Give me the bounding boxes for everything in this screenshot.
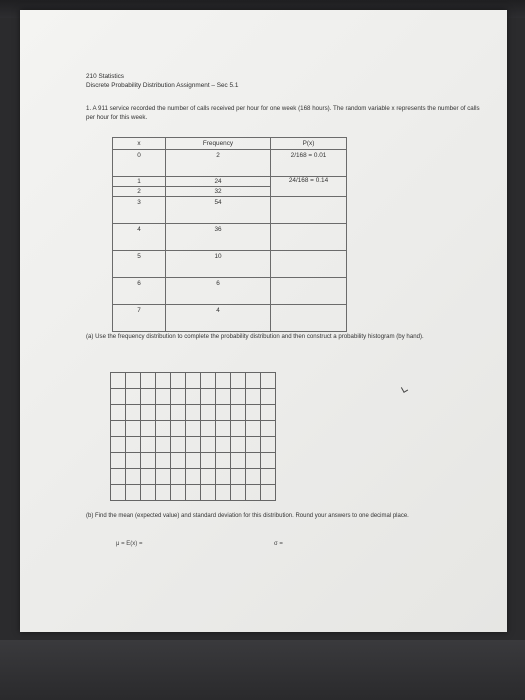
cell-px (271, 251, 347, 278)
grid-cell (156, 485, 171, 501)
grid-cell (171, 389, 186, 405)
grid-cell (231, 437, 246, 453)
grid-cell (261, 373, 276, 389)
cell-frequency: 6 (166, 278, 271, 305)
grid-cell (111, 405, 126, 421)
grid-cell (216, 421, 231, 437)
header-frequency: Frequency (166, 138, 271, 150)
cell-frequency: 24 (166, 177, 271, 187)
table-row (113, 177, 347, 187)
grid-cell (246, 421, 261, 437)
grid-cell (171, 437, 186, 453)
grid-cell (216, 405, 231, 421)
grid-cell (201, 421, 216, 437)
cell-x: 4 (113, 224, 166, 251)
grid-cell (111, 469, 126, 485)
part-b-text: (b) Find the mean (expected value) and standard deviation for this distribution. Round your answers to one decimal place. (86, 513, 409, 519)
grid-cell (201, 485, 216, 501)
grid-cell (141, 469, 156, 485)
grid-cell (111, 453, 126, 469)
grid-cell (141, 421, 156, 437)
grid-cell (156, 421, 171, 437)
grid-cell (156, 437, 171, 453)
grid-cell (126, 485, 141, 501)
cell-x: 3 (113, 197, 166, 224)
grid-row (111, 421, 276, 437)
histogram-grid (110, 372, 276, 501)
grid-cell (216, 437, 231, 453)
cell-px (271, 278, 347, 305)
grid-cell (246, 469, 261, 485)
grid-cell (111, 437, 126, 453)
standard-deviation-label: σ = (274, 541, 283, 547)
grid-cell (111, 389, 126, 405)
grid-cell (261, 453, 276, 469)
table-header-row (113, 138, 347, 150)
grid-cell (186, 485, 201, 501)
grid-cell (216, 389, 231, 405)
grid-cell (261, 389, 276, 405)
grid-cell (261, 469, 276, 485)
cell-x: 5 (113, 251, 166, 278)
grid-cell (141, 485, 156, 501)
cell-px (271, 305, 347, 332)
cell-x: 7 (113, 305, 166, 332)
cell-frequency: 2 (166, 150, 271, 177)
grid-cell (231, 485, 246, 501)
grid-cell (201, 437, 216, 453)
cell-frequency: 36 (166, 224, 271, 251)
question-1-text: 1. A 911 service recorded the number of calls received per hour for one week (168 hours). The random variable x represents the number of calls per hour for this week. (86, 105, 480, 121)
worksheet-header (86, 72, 238, 90)
grid-cell (141, 405, 156, 421)
grid-cell (231, 373, 246, 389)
grid-cell (186, 437, 201, 453)
grid-cell (156, 453, 171, 469)
cell-x: 6 (113, 278, 166, 305)
grid-cell (201, 389, 216, 405)
cell-frequency: 10 (166, 251, 271, 278)
grid-cell (126, 405, 141, 421)
worksheet-paper (20, 10, 507, 632)
cell-x: 1 (113, 177, 166, 187)
grid-row (111, 469, 276, 485)
grid-cell (231, 389, 246, 405)
cell-px (271, 197, 347, 224)
grid-cell (246, 437, 261, 453)
desk-background-bottom (0, 640, 525, 700)
grid-cell (141, 389, 156, 405)
grid-cell (261, 405, 276, 421)
cell-px: 2/168 = 0.01 (271, 150, 347, 177)
grid-cell (261, 421, 276, 437)
grid-cell (201, 373, 216, 389)
grid-cell (126, 437, 141, 453)
assignment-title: Discrete Probability Distribution Assignment – Sec 5.1 (86, 82, 239, 89)
grid-cell (231, 453, 246, 469)
grid-cell (201, 405, 216, 421)
grid-cell (216, 453, 231, 469)
course-title: 210 Statistics (86, 73, 125, 80)
cell-x: 2 (113, 187, 166, 197)
grid-cell (246, 453, 261, 469)
grid-cell (201, 453, 216, 469)
grid-cell (171, 405, 186, 421)
part-a-text: (a) Use the frequency distribution to complete the probability distribution and then construct a probability histogram (by hand). (86, 333, 424, 340)
grid-cell (126, 373, 141, 389)
header-px: P(x) (271, 138, 347, 150)
grid-cell (171, 421, 186, 437)
grid-cell (216, 373, 231, 389)
grid-cell (216, 485, 231, 501)
grid-cell (171, 485, 186, 501)
grid-row (111, 405, 276, 421)
grid-cell (246, 405, 261, 421)
cell-frequency: 4 (166, 305, 271, 332)
grid-cell (246, 373, 261, 389)
grid-cell (126, 453, 141, 469)
grid-cell (231, 421, 246, 437)
grid-cell (156, 373, 171, 389)
grid-cell (246, 485, 261, 501)
grid-cell (156, 405, 171, 421)
grid-cell (126, 469, 141, 485)
table-row (113, 251, 347, 278)
grid-cell (186, 389, 201, 405)
grid-cell (201, 469, 216, 485)
table-row (113, 197, 347, 224)
grid-cell (246, 389, 261, 405)
cell-px (271, 224, 347, 251)
grid-cell (126, 421, 141, 437)
table-row (113, 224, 347, 251)
grid-row (111, 373, 276, 389)
pen-mark (401, 385, 408, 393)
grid-cell (231, 469, 246, 485)
grid-cell (186, 373, 201, 389)
grid-cell (141, 453, 156, 469)
grid-cell (126, 389, 141, 405)
grid-cell (111, 485, 126, 501)
grid-cell (156, 469, 171, 485)
grid-cell (186, 453, 201, 469)
grid-row (111, 437, 276, 453)
grid-cell (171, 453, 186, 469)
grid-cell (261, 485, 276, 501)
cell-frequency: 32 (166, 187, 271, 197)
grid-cell (171, 373, 186, 389)
grid-cell (231, 405, 246, 421)
grid-cell (111, 373, 126, 389)
grid-row (111, 485, 276, 501)
grid-row (111, 453, 276, 469)
grid-cell (216, 469, 231, 485)
table-row (113, 278, 347, 305)
grid-cell (141, 373, 156, 389)
grid-cell (141, 437, 156, 453)
grid-cell (156, 389, 171, 405)
frequency-table (112, 137, 347, 332)
grid-cell (186, 405, 201, 421)
grid-cell (111, 421, 126, 437)
grid-row (111, 389, 276, 405)
grid-cell (186, 421, 201, 437)
grid-cell (186, 469, 201, 485)
mean-label: μ = E(x) = (116, 541, 143, 547)
table-row (113, 150, 347, 177)
grid-cell (261, 437, 276, 453)
grid-cell (171, 469, 186, 485)
cell-frequency: 54 (166, 197, 271, 224)
header-x: x (113, 138, 166, 150)
cell-px: 24/168 = 0.14 (271, 177, 347, 197)
table-row (113, 305, 347, 332)
cell-x: 0 (113, 150, 166, 177)
